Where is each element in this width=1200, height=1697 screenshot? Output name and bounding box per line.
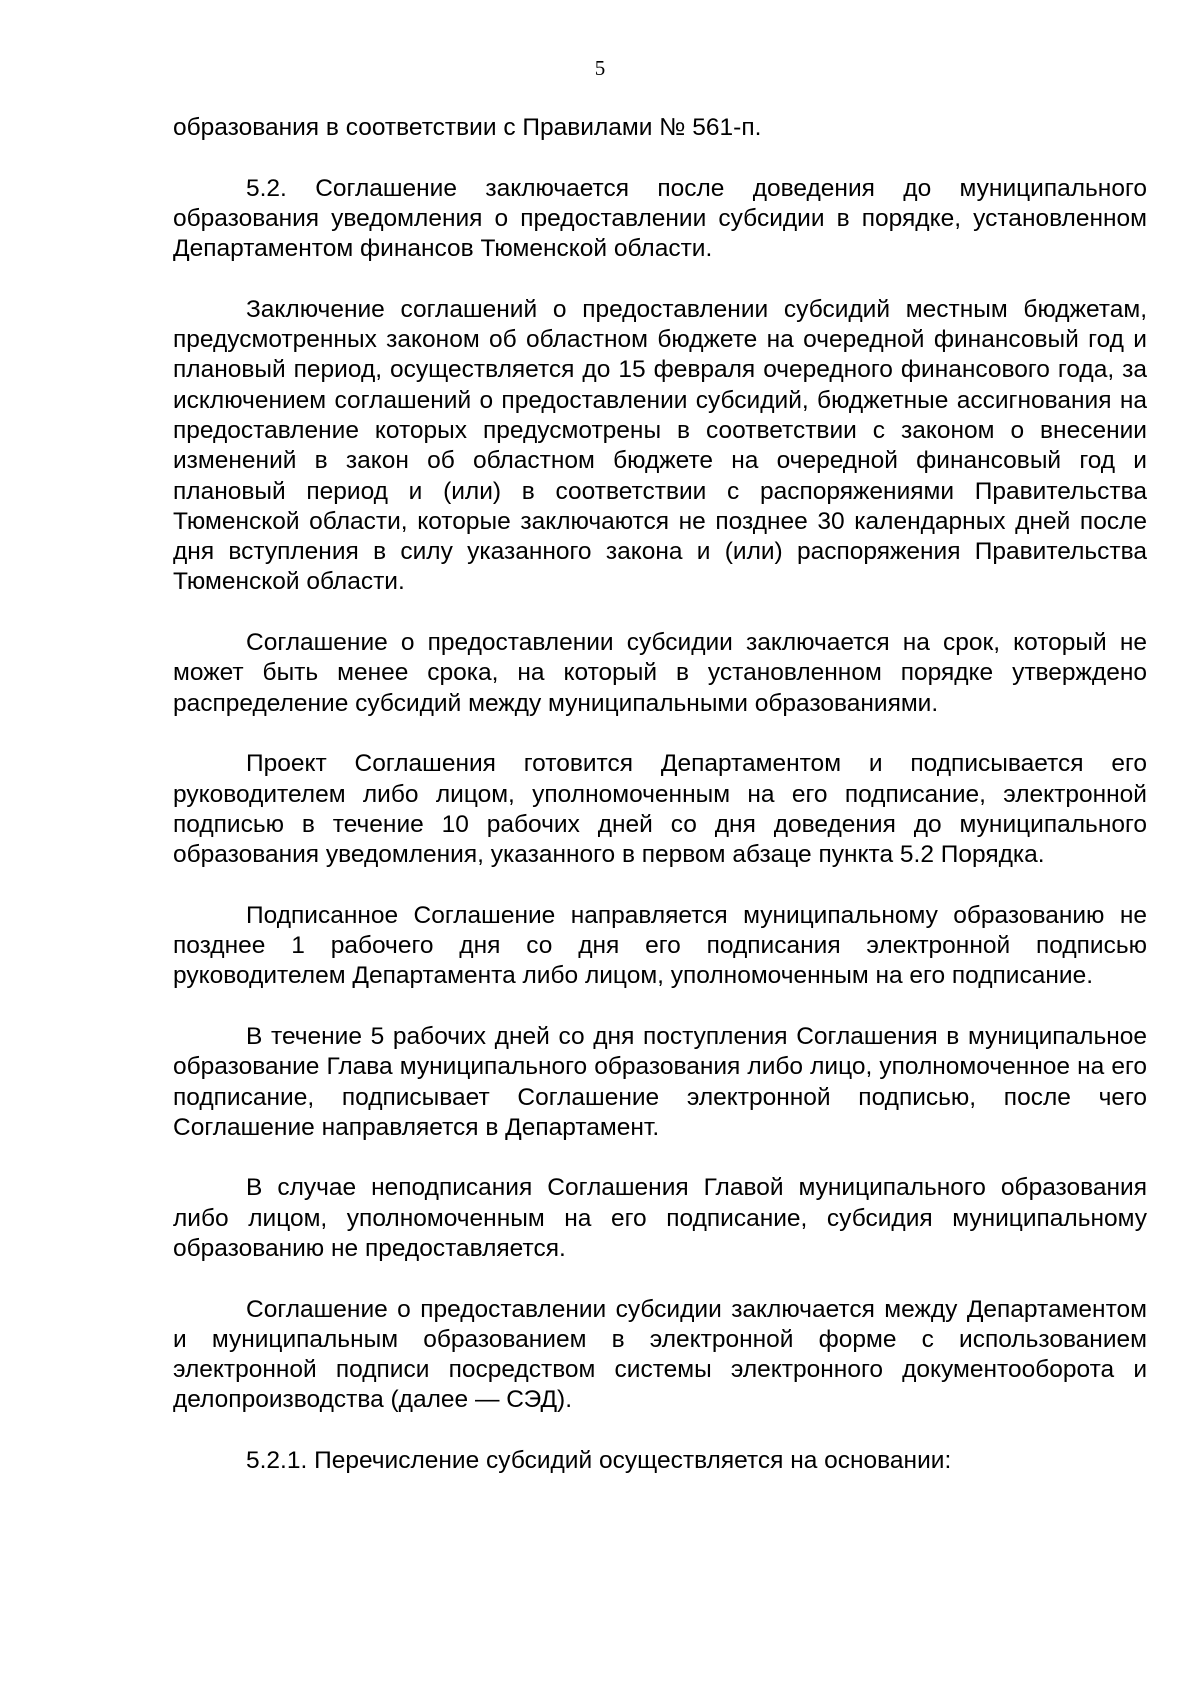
paragraph-draft-agreement: Проект Соглашения готовится Департаментом и подписывается его руководителем либо лицом, уполномоченным на его подписание, электронной подписью в течение 10 рабочих дней со дня доведения до муниципального образования уведомления, указанного в первом абзаце пункта 5.2 Порядка. xyxy=(173,750,1147,869)
page-number: 5 xyxy=(594,56,606,80)
paragraph-signed-agreement: Подписанное Соглашение направляется муниципальному образованию не позднее 1 рабочего дня со дня его подписания электронной подписью руководителем Департамента либо лицом, уполномоченным на его подписание. xyxy=(173,901,1147,990)
paragraph-electronic-form: Соглашение о предоставлении субсидии заключается между Департаментом и муниципальным образованием в электронной форме с использованием электронной подписи посредством системы электронного документооборота и делопроизводства (далее — СЭД). xyxy=(173,1295,1147,1414)
paragraph-not-signed: В случае неподписания Соглашения Главой муниципального образования либо лицом, уполномоченным на его подписание, субсидия муниципальному образованию не предоставляется. xyxy=(173,1174,1147,1262)
paragraph-5-2-1: 5.2.1. Перечисление субсидий осуществляется на основании: xyxy=(246,1447,952,1475)
paragraph-5-2: 5.2. Соглашение заключается после доведения до муниципального образования уведомления о предоставлении субсидии в порядке, установленном Департаментом финансов Тюменской области. xyxy=(173,174,1147,263)
paragraph-signing-period: В течение 5 рабочих дней со дня поступления Соглашения в муниципальное образование Глава муниципального образования либо лицо, уполномоченное на его подписание, подписывает Соглашение электронной подписью, после чего Соглашение направляется в Департамент. xyxy=(173,1022,1147,1141)
paragraph-continuation: образования в соответствии с Правилами № 561-п. xyxy=(173,114,762,141)
document-body xyxy=(173,113,1147,1507)
paragraph-agreement-term: Соглашение о предоставлении субсидии заключается на срок, который не может быть менее срока, на который в установленном порядке утверждено распределение субсидий между муниципальными образованиями. xyxy=(173,629,1147,717)
paragraph-agreement-deadline: Заключение соглашений о предоставлении субсидий местным бюджетам, предусмотренных законом об областном бюджете на очередной финансовый год и плановый период, осуществляется до 15 февраля очередного финансового года, за исключением соглашений о предоставлении субсидий, бюджетные ассигнования на предоставление которых предусмотрены в соответствии с законом о внесении изменений в закон об областном бюджете на очередной финансовый год и плановый период и (или) в соответствии с распоряжениями Правительства Тюменской области, которые заключаются не позднее 30 календарных дней после дня вступления в силу указанного закона и (или) распоряжения Правительства Тюменской области. xyxy=(173,295,1147,596)
